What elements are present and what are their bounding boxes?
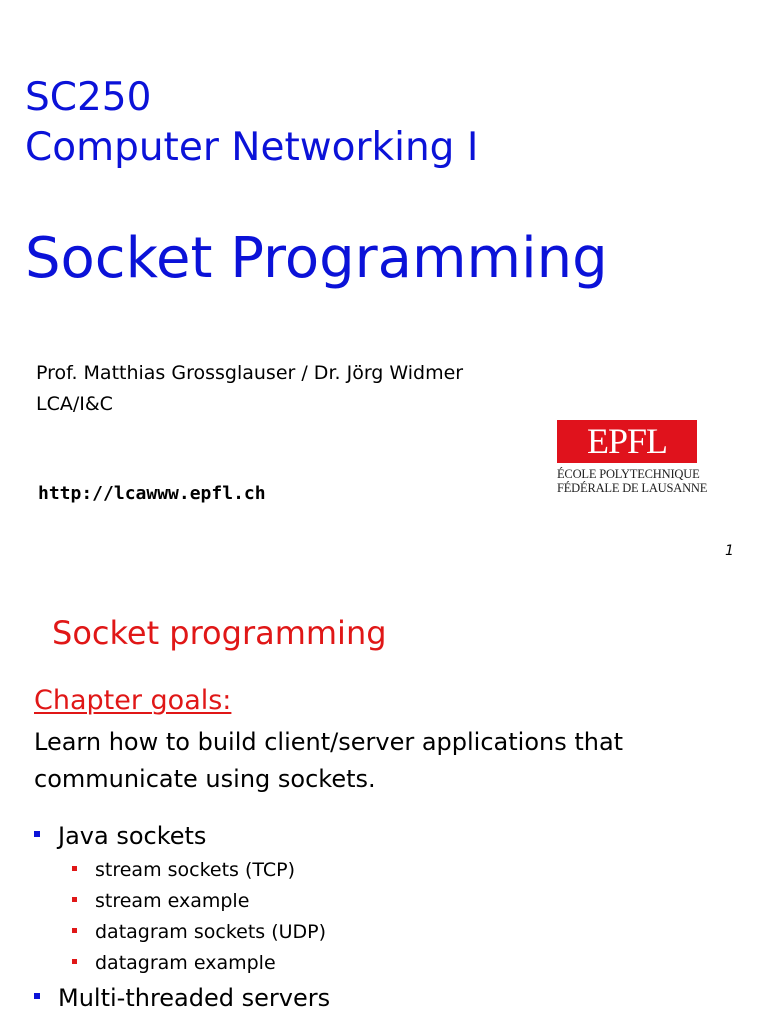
sub-bullet [72,950,276,976]
bullet-square-icon [34,993,40,999]
bullet-square-icon [34,831,40,837]
epfl-logo-line-1: ÉCOLE POLYTECHNIQUE [557,467,700,481]
bullet-square-icon [72,928,77,933]
chapter-goals-heading: Chapter goals: [34,685,232,716]
page-number: 1 [725,543,734,559]
sub-bullet-label: datagram sockets (UDP) [95,921,327,943]
sub-bullet [72,919,326,945]
lab-url: http://lcawww.epfl.ch [38,483,266,504]
bullet-square-icon [72,897,77,902]
bullet-java-sockets [34,820,206,852]
bullet-label: Java sockets [58,822,207,850]
bullet-multi-threaded-servers [34,982,330,1014]
sub-bullet [72,857,295,883]
slide2-title: Socket programming [52,614,387,652]
bullet-square-icon [72,866,77,871]
sub-bullet [72,888,249,914]
sub-bullet-label: stream sockets (TCP) [95,859,296,881]
epfl-logo [557,420,708,496]
authors: Prof. Matthias Grossglauser / Dr. Jörg Widmer [36,362,464,384]
bullet-label: Multi-threaded servers [58,984,331,1012]
lab-name: LCA/I&C [36,393,113,415]
bullet-square-icon [72,959,77,964]
epfl-logo-line-2: FÉDÉRALE DE LAUSANNE [557,481,708,495]
slide-title: Socket Programming [25,226,608,291]
course-code: SC250 [25,75,152,120]
chapter-goals-text: Learn how to build client/server applications that communicate using sockets. [34,728,624,793]
sub-bullet-label: datagram example [95,952,276,974]
course-name: Computer Networking I [25,125,479,170]
sub-bullet-label: stream example [95,890,250,912]
epfl-logo-letters: EPFL [586,421,668,461]
